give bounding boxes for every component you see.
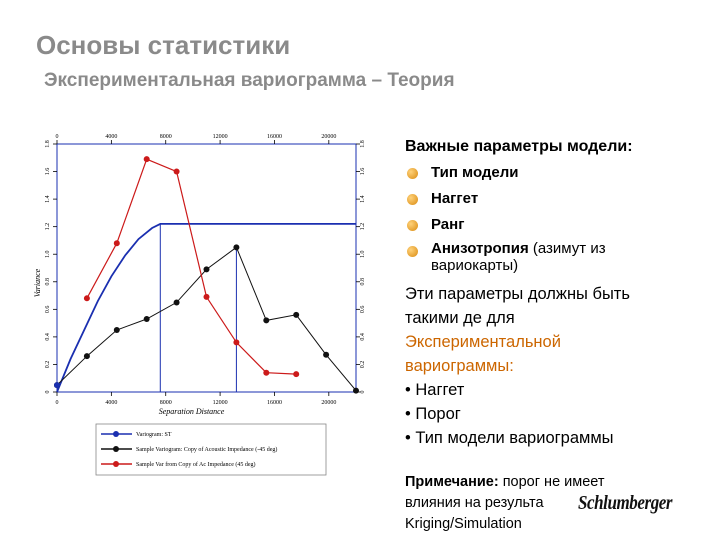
schlumberger-logo: Schlumberger [578,492,673,514]
x-tick-label-top: 0 [55,134,59,140]
y-tick-label: 0.4 [45,333,51,341]
legend-label: Sample Variogram: Copy of Acoustic Impedance (-45 deg) [136,447,278,453]
note-text-3: Kriging/Simulation [405,516,522,532]
param-label: Анизотропия [431,240,529,257]
x-tick-label-top: 8000 [159,134,172,140]
bullet-icon [407,246,418,257]
param-note-tail: вариокарты) [431,257,519,274]
data-point [54,382,60,388]
legend-label: Variogram: ST [136,432,172,438]
data-point [353,388,359,394]
y-tick-label: 0.8 [45,278,51,286]
legend-marker [113,446,119,452]
param-item [405,188,606,214]
data-point [293,371,299,377]
x-tick-label: 0 [55,400,59,406]
y-tick-label: 1.4 [45,195,51,203]
x-tick-label: 12000 [212,400,228,406]
x-tick-label-top: 12000 [212,134,228,140]
exp-line: такими де для [405,309,515,327]
x-tick-label-top: 20000 [321,134,337,140]
exp-line: Эти параметры должны быть [405,285,630,303]
bullet-icon [407,194,418,205]
experimental-params-text [405,282,705,450]
data-point [144,156,150,162]
x-tick-label: 4000 [105,400,118,406]
data-point [84,295,90,301]
data-point [323,352,329,358]
note-label: Примечание: [405,474,499,490]
exp-line-highlight: вариограммы: [405,357,514,375]
x-tick-label-top: 4000 [105,134,118,140]
y-tick-label: 1.8 [45,140,51,148]
y-axis-label: Variance [33,268,42,298]
x-axis-label: Separation Distance [158,407,225,416]
exp-bullet: • Порог [405,405,461,423]
data-point [233,339,239,345]
exp-line-highlight: Экспериментальной [405,333,561,351]
legend-label: Sample Var from Copy of Ac Impedance (45 deg) [136,462,256,468]
params-heading: Важные параметры модели: [405,138,633,155]
params-list [405,162,606,280]
variogram-chart [33,132,376,482]
y-tick-label-right: 0.2 [360,360,366,369]
y-tick-label-right: 1.6 [360,167,366,176]
y-tick-label-right: 0 [360,390,366,394]
data-point [204,294,210,300]
data-point [84,353,90,359]
variogram-svg [33,132,376,482]
bullet-icon [407,168,418,179]
y-tick-label-right: 1.0 [360,250,366,258]
data-point [114,240,120,246]
data-point [144,316,150,322]
series-line [57,224,356,392]
y-tick-label-right: 0.6 [360,305,366,314]
x-tick-label: 20000 [321,400,337,406]
param-item [405,214,606,240]
page-title: Основы статистики [36,30,291,60]
legend-marker [113,461,119,467]
y-tick-label-right: 0.4 [360,333,366,341]
data-point [204,266,210,272]
data-point [263,370,269,376]
x-tick-label: 8000 [159,400,172,406]
y-tick-label: 1.6 [45,167,51,176]
data-point [233,244,239,250]
exp-bullet: • Тип модели вариограммы [405,429,614,447]
y-tick-label: 1.2 [45,222,51,231]
param-item [405,162,606,188]
y-tick-label: 0 [45,390,51,394]
data-point [174,299,180,305]
y-tick-label: 1.0 [45,250,51,258]
param-label: Наггет [431,190,479,207]
note-text-1: порог не имеет [498,474,605,490]
data-point [263,317,269,323]
bullet-icon [407,220,418,231]
y-tick-label-right: 0.8 [360,278,366,286]
param-label: Тип модели [431,164,519,181]
param-label: Ранг [431,216,465,233]
page-subtitle: Экспериментальная вариограмма – Теория [44,70,455,91]
exp-bullet: • Наггет [405,381,465,399]
data-point [293,312,299,318]
param-note: (азимут из [532,240,606,257]
x-tick-label-top: 16000 [266,134,282,140]
y-tick-label-right: 1.2 [360,222,366,231]
note-text-2: влияния на результа [405,495,544,511]
data-point [114,327,120,333]
y-tick-label-right: 1.4 [360,195,366,203]
y-tick-label: 0.2 [45,360,51,369]
param-item [405,240,606,280]
legend-marker [113,431,119,437]
x-tick-label: 16000 [266,400,282,406]
y-tick-label: 0.6 [45,305,51,314]
data-point [174,169,180,175]
y-tick-label-right: 1.8 [360,140,366,148]
